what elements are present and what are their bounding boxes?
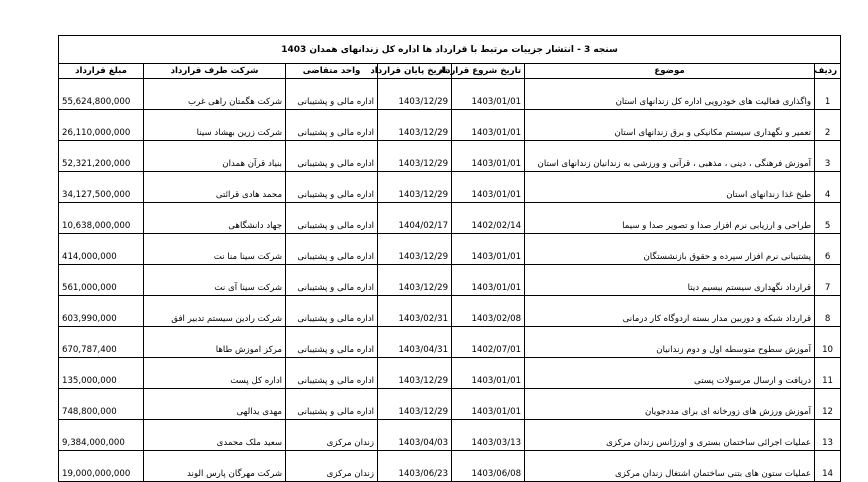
applicant-unit: اداره مالی و پشتیبانی <box>286 389 378 420</box>
table-row <box>59 389 841 420</box>
contracts-table <box>58 35 841 482</box>
applicant-unit: اداره مالی و پشتیبانی <box>286 358 378 389</box>
contract-amount: 670,787,400 <box>59 327 144 358</box>
contract-subject: طبخ غذا زندانهای استان <box>525 172 815 203</box>
start-date: 1402/02/14 <box>452 203 525 234</box>
header-amount: مبلغ قرارداد <box>59 64 144 79</box>
contract-subject: طراحی و ارزیابی نرم افزار صدا و تصویر صدا و سیما <box>525 203 815 234</box>
start-date: 1403/01/01 <box>452 358 525 389</box>
header-subject: موضوع <box>525 64 815 79</box>
counterparty-company: شرکت رادین سیستم تدبیر افق <box>144 296 286 327</box>
counterparty-company: بنیاد قرآن همدان <box>144 141 286 172</box>
contract-amount: 135,000,000 <box>59 358 144 389</box>
applicant-unit: زندان مرکزی <box>286 420 378 451</box>
table-row <box>59 203 841 234</box>
contract-amount: 34,127,500,000 <box>59 172 144 203</box>
applicant-unit: اداره مالی و پشتیبانی <box>286 203 378 234</box>
table-row <box>59 234 841 265</box>
start-date: 1403/01/01 <box>452 234 525 265</box>
counterparty-company: اداره کل پست <box>144 358 286 389</box>
table-row <box>59 358 841 389</box>
counterparty-company: شرکت سینا منا نت <box>144 234 286 265</box>
start-date: 1403/01/01 <box>452 265 525 296</box>
counterparty-company: شرکت مهرگان پارس الوند <box>144 451 286 482</box>
end-date: 1403/12/29 <box>378 79 452 110</box>
contract-amount: 10,638,000,000 <box>59 203 144 234</box>
row-number: 11 <box>815 358 841 389</box>
contract-subject: پشتیبانی نرم افزار سپرده و حقوق بازنشستگان <box>525 234 815 265</box>
contract-subject: آموزش سطوح متوسطه اول و دوم زندانیان <box>525 327 815 358</box>
table-row <box>59 327 841 358</box>
applicant-unit: اداره مالی و پشتیبانی <box>286 79 378 110</box>
applicant-unit: اداره مالی و پشتیبانی <box>286 234 378 265</box>
start-date: 1403/01/01 <box>452 141 525 172</box>
contract-subject: دریافت و ارسال مرسولات پستی <box>525 358 815 389</box>
counterparty-company: شرکت سینا آی نت <box>144 265 286 296</box>
counterparty-company: جهاد دانشگاهی <box>144 203 286 234</box>
table-title: سنجه 3 - انتشار جزییات مرتبط با قرارداد ها اداره کل زندانهای همدان 1403 <box>59 36 841 64</box>
contract-amount: 55,624,800,000 <box>59 79 144 110</box>
row-number: 3 <box>815 141 841 172</box>
applicant-unit: اداره مالی و پشتیبانی <box>286 141 378 172</box>
row-number: 14 <box>815 451 841 482</box>
applicant-unit: زندان مرکزی <box>286 451 378 482</box>
header-start-date: تاریخ شروع قرارداد <box>452 64 525 79</box>
row-number: 8 <box>815 296 841 327</box>
header-row <box>59 64 841 79</box>
end-date: 1403/04/03 <box>378 420 452 451</box>
applicant-unit: اداره مالی و پشتیبانی <box>286 110 378 141</box>
table-row <box>59 79 841 110</box>
end-date: 1403/06/23 <box>378 451 452 482</box>
row-number: 13 <box>815 420 841 451</box>
contracts-sheet <box>58 35 840 482</box>
table-row <box>59 451 841 482</box>
row-number: 5 <box>815 203 841 234</box>
table-row <box>59 141 841 172</box>
end-date: 1403/04/31 <box>378 327 452 358</box>
end-date: 1403/12/29 <box>378 389 452 420</box>
header-end-date: تاریخ پایان قرارداد <box>378 64 452 79</box>
start-date: 1403/03/13 <box>452 420 525 451</box>
table-row <box>59 110 841 141</box>
end-date: 1403/12/29 <box>378 172 452 203</box>
contract-subject: واگذاری فعالیت های خودرویی اداره کل زندانهای استان <box>525 79 815 110</box>
end-date: 1403/12/29 <box>378 234 452 265</box>
contract-subject: عملیات اجرائی ساختمان بستری و اورژانس زندان مرکزی <box>525 420 815 451</box>
start-date: 1403/01/01 <box>452 110 525 141</box>
title-row <box>59 36 841 64</box>
end-date: 1403/02/31 <box>378 296 452 327</box>
applicant-unit: اداره مالی و پشتیبانی <box>286 265 378 296</box>
row-number: 10 <box>815 327 841 358</box>
counterparty-company: شرکت هگمتان راهی غرب <box>144 79 286 110</box>
row-number: 4 <box>815 172 841 203</box>
row-number: 2 <box>815 110 841 141</box>
table-row <box>59 172 841 203</box>
header-row-no: ردیف <box>815 64 841 79</box>
contract-subject: تعمیر و نگهداری سیستم مکانیکی و برق زندانهای استان <box>525 110 815 141</box>
header-counterparty: شرکت طرف قرارداد <box>144 64 286 79</box>
applicant-unit: اداره مالی و پشتیبانی <box>286 172 378 203</box>
applicant-unit: اداره مالی و پشتیبانی <box>286 296 378 327</box>
end-date: 1403/12/29 <box>378 110 452 141</box>
start-date: 1403/01/01 <box>452 172 525 203</box>
row-number: 6 <box>815 234 841 265</box>
contract-subject: قرارداد نگهداری سیستم بیسیم دیتا <box>525 265 815 296</box>
contract-amount: 52,321,200,000 <box>59 141 144 172</box>
contract-subject: قرارداد شبکه و دوربین مدار بسته اردوگاه کار درمانی <box>525 296 815 327</box>
contract-subject: آموزش ورزش های زورخانه ای برای مددجویان <box>525 389 815 420</box>
contract-amount: 26,110,000,000 <box>59 110 144 141</box>
contract-subject: عملیات ستون های بتنی ساختمان اشتغال زندان مرکزی <box>525 451 815 482</box>
start-date: 1403/06/08 <box>452 451 525 482</box>
counterparty-company: سعید ملک محمدی <box>144 420 286 451</box>
counterparty-company: مهدی یدالهی <box>144 389 286 420</box>
start-date: 1403/02/08 <box>452 296 525 327</box>
header-applicant-unit: واحد متقاضی <box>286 64 378 79</box>
counterparty-company: شرکت زرین بهشاد سینا <box>144 110 286 141</box>
end-date: 1403/12/29 <box>378 141 452 172</box>
table-row <box>59 265 841 296</box>
start-date: 1403/01/01 <box>452 389 525 420</box>
contract-amount: 19,000,000,000 <box>59 451 144 482</box>
contract-amount: 603,990,000 <box>59 296 144 327</box>
end-date: 1403/12/29 <box>378 358 452 389</box>
contract-amount: 748,800,000 <box>59 389 144 420</box>
row-number: 12 <box>815 389 841 420</box>
end-date: 1403/12/29 <box>378 265 452 296</box>
table-row <box>59 296 841 327</box>
row-number: 1 <box>815 79 841 110</box>
contract-amount: 414,000,000 <box>59 234 144 265</box>
counterparty-company: مرکز اموزش طاها <box>144 327 286 358</box>
table-row <box>59 420 841 451</box>
contract-amount: 9,384,000,000 <box>59 420 144 451</box>
contract-amount: 561,000,000 <box>59 265 144 296</box>
end-date: 1404/02/17 <box>378 203 452 234</box>
counterparty-company: محمد هادی قرائتی <box>144 172 286 203</box>
start-date: 1402/07/01 <box>452 327 525 358</box>
applicant-unit: اداره مالی و پشتیبانی <box>286 327 378 358</box>
start-date: 1403/01/01 <box>452 79 525 110</box>
contract-subject: آموزش فرهنگی ، دینی ، مذهبی ، قرآنی و ورزشی به زندانیان زندانهای استان <box>525 141 815 172</box>
row-number: 7 <box>815 265 841 296</box>
